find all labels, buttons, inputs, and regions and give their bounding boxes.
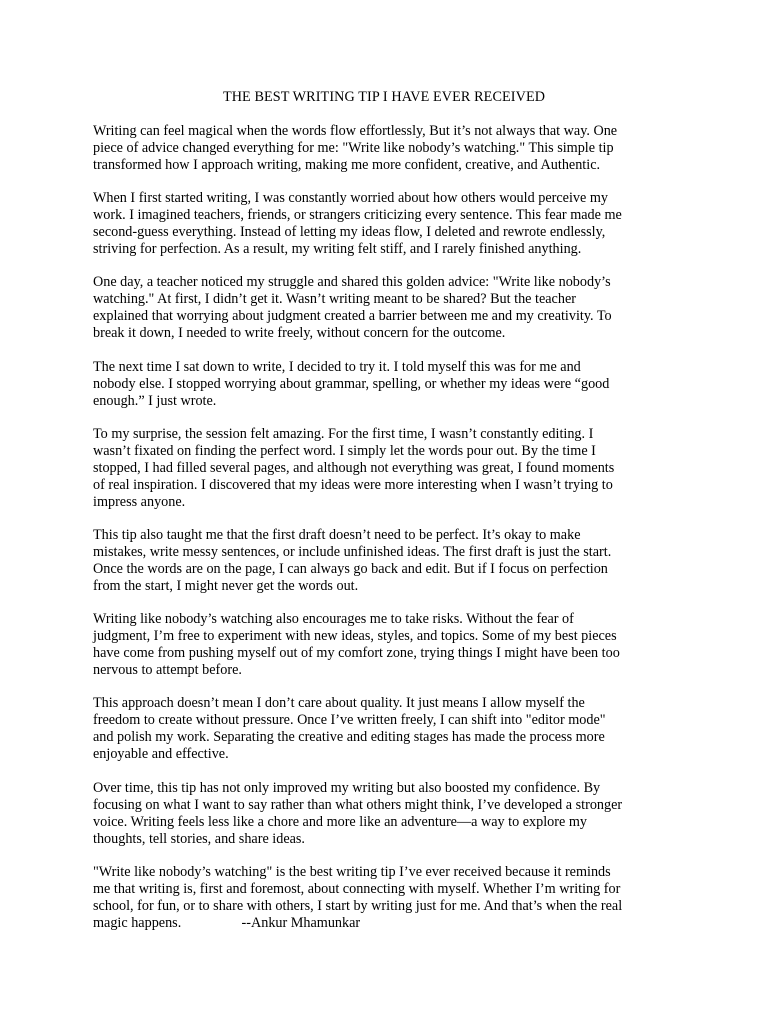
- paragraph-1: Writing can feel magical when the words flow effortlessly, But it’s not always that way. One piece of advice changed everything for me: "Write like nobody’s watching." This simple tip transformed how I approach writing, making me more confident, creative, and Authentic.: [93, 123, 618, 173]
- closing-paragraph-text: "Write like nobody’s watching" is the best writing tip I’ve ever received because it reminds me that writing is, first and foremost, about connecting with myself. Whether I’m writing for school, for fun, or to share with others, I start by writing just for me. And that’s when the real magic happens.: [93, 863, 623, 931]
- paragraph-4: The next time I sat down to write, I decided to try it. I told myself this was for me and nobody else. I stopped worrying about grammar, spelling, or whether my ideas were “good enough.” I just wrote.: [93, 358, 610, 409]
- closing-paragraph: [93, 864, 683, 932]
- document-title: THE BEST WRITING TIP I HAVE EVER RECEIVED: [222, 89, 546, 105]
- paragraph-8: This approach doesn’t mean I don’t care about quality. It just means I allow myself the freedom to create without pressure. Once I’ve written freely, I can shift into "editor mode" and polish my work. Separating the creative and editing stages has made the process more enjoyable and effective.: [93, 695, 606, 763]
- paragraph-6: This tip also taught me that the first draft doesn’t need to be perfect. It’s okay to make mistakes, write messy sentences, or include unfinished ideas. The first draft is just the start. Once the words are on the page, I can always go back and edit. But if I focus on perfection from the start, I might never get the words out.: [93, 526, 612, 594]
- paragraph-3: One day, a teacher noticed my struggle and shared this golden advice: "Write like nobody’s watching." At first, I didn’t get it. Wasn’t writing meant to be shared? But the teacher explained that worrying about judgment created a barrier between me and my creativity. To break it down, I needed to write freely, without concern for the outcome.: [93, 274, 612, 342]
- paragraph-2: When I first started writing, I was constantly worried about how others would perceive my work. I imagined teachers, friends, or strangers criticizing every sentence. This fear made me second-guess everything. Instead of letting my ideas flow, I deleted and rewrote endlessly, striving for perfection. As a result, my writing felt stiff, and I rarely finished anything.: [93, 190, 622, 258]
- author-signature: --Ankur Mhamunkar: [241, 914, 361, 931]
- paragraph-7: Writing like nobody’s watching also encourages me to take risks. Without the fear of judgment, I’m free to experiment with new ideas, styles, and topics. Some of my best pieces have come from pushing myself out of my comfort zone, trying things I might have been too nervous to attempt before.: [93, 611, 620, 679]
- paragraph-5: To my surprise, the session felt amazing. For the first time, I wasn’t constantly editing. I wasn’t fixated on finding the perfect word. I simply let the words pour out. By the time I stopped, I had filled several pages, and although not everything was great, I found moments of real inspiration. I discovered that my ideas were more interesting when I wasn’t trying to impress anyone.: [93, 425, 615, 510]
- paragraph-9: Over time, this tip has not only improved my writing but also boosted my confidence. By focusing on what I want to say rather than what others might think, I’ve developed a stronger voice. Writing feels less like a chore and more like an adventure—a way to explore my thoughts, tell stories, and share ideas.: [93, 779, 623, 847]
- document-body: [93, 123, 683, 948]
